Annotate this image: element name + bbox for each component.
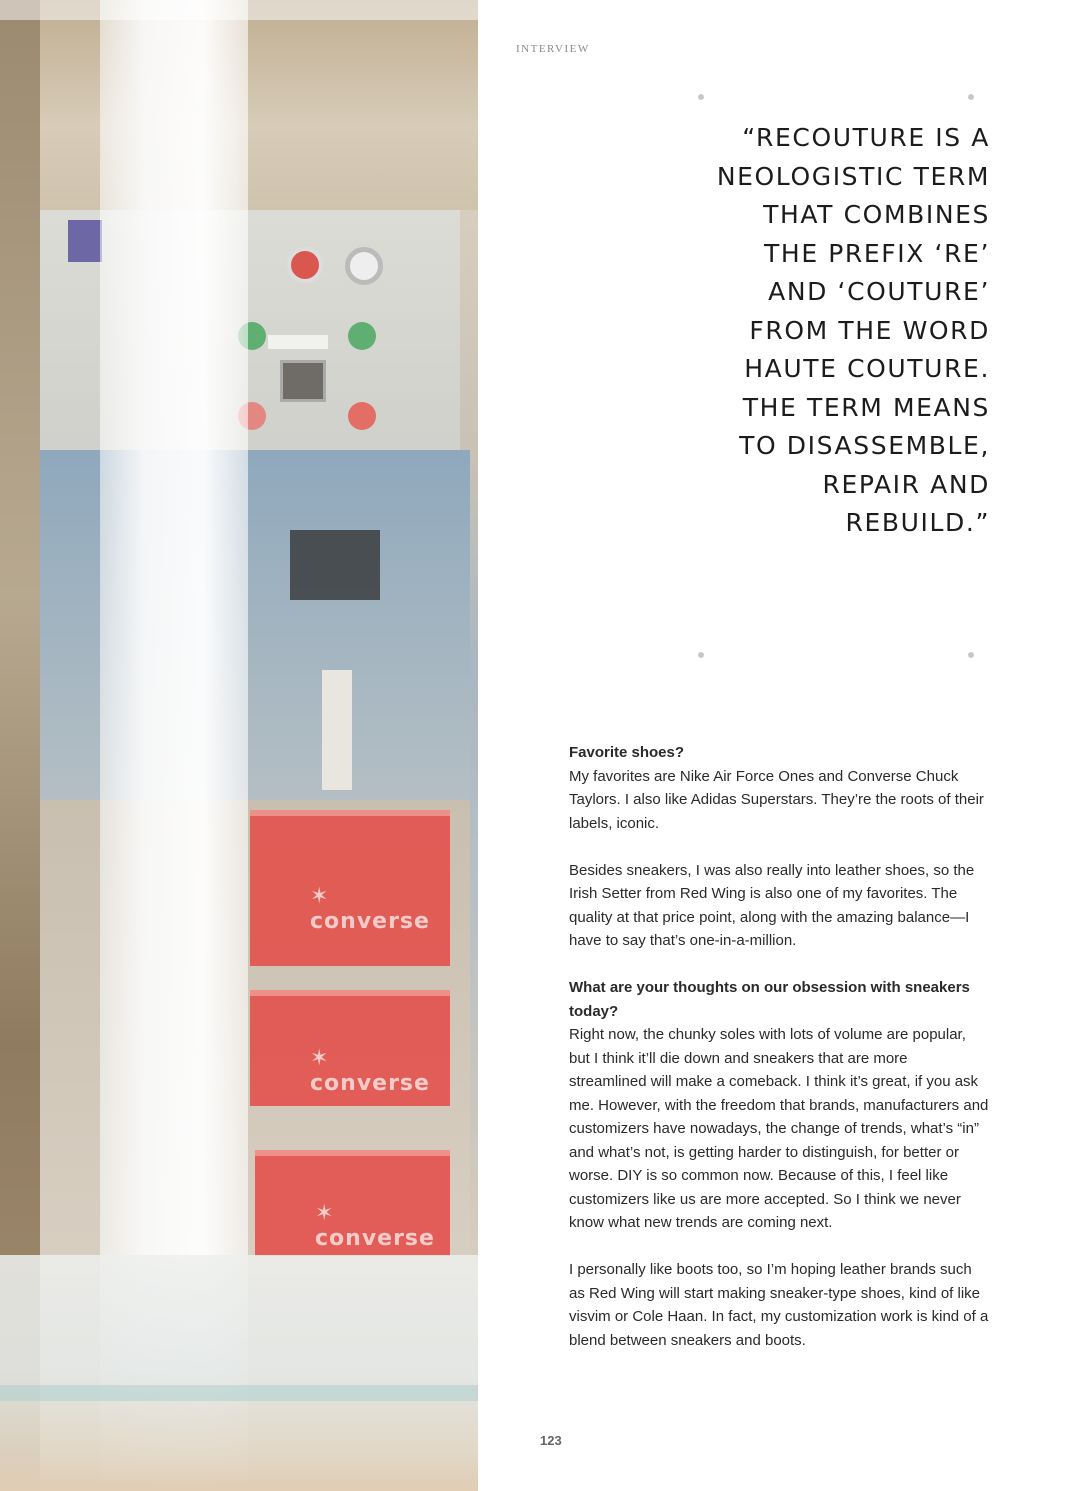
shoebox <box>250 990 450 1106</box>
interview-body <box>569 741 989 1376</box>
pull-quote: “RECOUTURE IS A NEOLOGISTIC TERM THAT COMBINES THE PREFIX ‘RE’ AND ‘COUTURE’ FROM THE WORD HAUTE COUTURE. THE TERM MEANS TO DISASSEMBLE, REPAIR AND REBUILD.” <box>716 123 990 537</box>
shoebox <box>250 810 450 966</box>
photo-name-plate <box>268 335 328 349</box>
interview-question: What are your thoughts on our obsession with sneakers today? <box>569 979 970 1020</box>
photo-press-rod <box>322 670 352 790</box>
photo-top-haze <box>0 0 478 20</box>
interview-answer: My favorites are Nike Air Force Ones and Converse Chuck Taylors. I also like Adidas Superstars. They’re the roots of their labels, iconic. <box>569 767 984 832</box>
interview-answer: I personally like boots too, so I’m hoping leather brands such as Red Wing will start making sneaker-type shoes, kind of like visvim or Cole Haan. In fact, my customization work is kind of a blend between sneakers and boots. <box>569 1261 989 1349</box>
photo-glass-edge <box>0 1385 478 1401</box>
photo-shelf <box>30 0 478 210</box>
photo-label-tag <box>68 220 102 262</box>
corner-dot <box>968 94 974 100</box>
shoebox <box>255 1150 450 1256</box>
ring-button-icon <box>345 247 383 285</box>
red-button-icon <box>348 402 376 430</box>
page-number: 123 <box>540 1433 562 1448</box>
corner-dot <box>968 652 974 658</box>
shoebox-logo: ✶ converse <box>315 1201 435 1251</box>
corner-dot <box>698 652 704 658</box>
rotary-switch-icon <box>280 360 326 402</box>
workshop-photo <box>0 0 478 1491</box>
interview-answer: Besides sneakers, I was also really into leather shoes, so the Irish Setter from Red Wing is also one of my favorites. The quality at that price point, along with the amazing balance—I have to say that’s one-in-a-million. <box>569 861 975 949</box>
interview-answer: Right now, the chunky soles with lots of volume are popular, but I think it’ll die down and sneakers that are more streamlined will make a comeback. I think it’s great, if you ask me. However, with the freedom that brands, manufacturers and customizers have nowadays, the change of trends, what’s “in” and what’s not, is getting harder to distinguish, for better or worse. DIY is so common now. Because of this, I feel like customizers like us are more accepted. So I think we never know what new trends are coming next. <box>569 1026 989 1231</box>
red-button-icon <box>287 247 323 283</box>
shoebox-logo: ✶ converse <box>310 1045 430 1096</box>
qa-block <box>569 976 989 1235</box>
corner-dot <box>698 94 704 100</box>
green-button-icon <box>348 322 376 350</box>
section-label: INTERVIEW <box>516 43 590 55</box>
qa-block <box>569 741 989 835</box>
photo-glass-foreground <box>0 1255 478 1491</box>
shoebox-logo: ✶ converse <box>310 883 430 934</box>
photo-clamp <box>290 530 380 600</box>
interview-question: Favorite shoes? <box>569 744 685 761</box>
